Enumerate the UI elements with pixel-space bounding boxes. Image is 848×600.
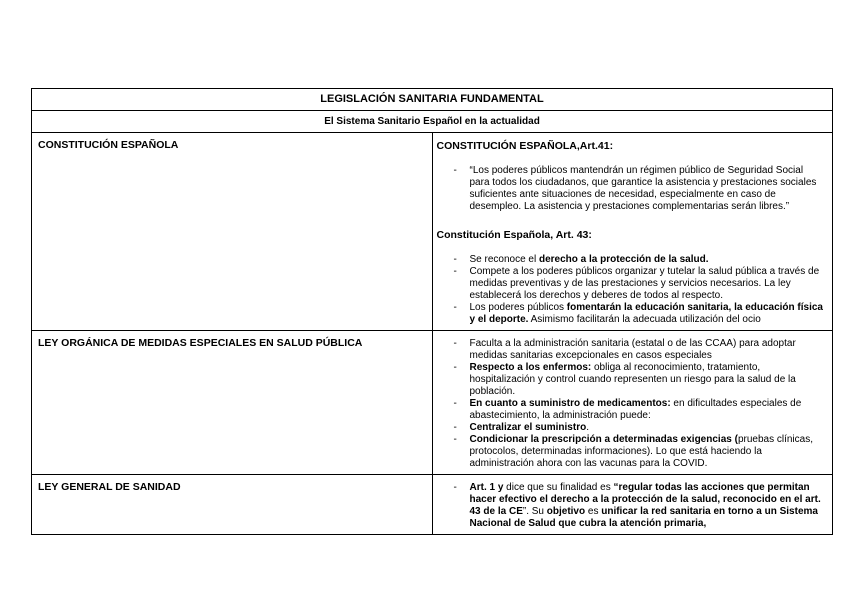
table-subtitle: El Sistema Sanitario Español en la actualidad	[32, 111, 833, 133]
list-item: - Los poderes públicos fomentarán la educación sanitaria, la educación física y el deporte. Asimismo facilitarán la adecuada utilización del ocio	[470, 302, 825, 326]
list-item: - Compete a los poderes públicos organizar y tutelar la salud pública a través de medidas preventivas y de las prestaciones y servicios necesarios. La ley establecerá los derechos y deberes de todos al respecto.	[470, 266, 825, 302]
row-content-ley-general	[432, 475, 833, 535]
list-item: - En cuanto a suministro de medicamentos: en dificultades especiales de abastecimiento, la administración puede:	[470, 398, 825, 422]
subtitle-row	[32, 111, 833, 133]
table-row	[32, 331, 833, 475]
table-row	[32, 133, 833, 331]
art43-heading: Constitución Española, Art. 43:	[436, 229, 592, 241]
list-item: - Faculta a la administración sanitaria (estatal o de las CCAA) para adoptar medidas sanitarias excepcionales en casos especiales	[470, 338, 825, 362]
row-label-constitucion: CONSTITUCIÓN ESPAÑOLA	[32, 133, 433, 331]
list-item: - Art. 1 y dice que su finalidad es “regular todas las acciones que permitan hacer efectivo el derecho a la protección de la salud, reconocido en el art. 43 de la CE”. Su objetivo es unificar la red sanitaria en torno a un Sistema Nacional de Salud que cubra la atención primaria,	[470, 482, 825, 530]
title-row	[32, 89, 833, 111]
list-item: - Centralizar el suministro.	[470, 422, 825, 434]
table-title: LEGISLACIÓN SANITARIA FUNDAMENTAL	[32, 89, 833, 111]
list-item: - “Los poderes públicos mantendrán un régimen público de Seguridad Social para todos los ciudadanos, que garantice la asistencia y prestaciones sociales suficientes ante situaciones de necesidad, especialmente en caso de desempleo. La asistencia y prestaciones complementarias serán libres.”	[470, 165, 825, 213]
art43-list	[437, 254, 825, 326]
ley-general-list	[437, 482, 825, 530]
table-row	[32, 475, 833, 535]
art41-heading: CONSTITUCIÓN ESPAÑOLA,Art.41:	[436, 140, 614, 152]
row-content-constitucion	[432, 133, 833, 331]
ley-organica-list	[437, 338, 825, 470]
legislation-table	[31, 88, 833, 535]
row-content-ley-organica	[432, 331, 833, 475]
row-label-ley-organica: LEY ORGÁNICA DE MEDIDAS ESPECIALES EN SALUD PÚBLICA	[32, 331, 433, 475]
list-item: - Condicionar la prescripción a determinadas exigencias (pruebas clínicas, protocolos, determinadas informaciones). Lo que está haciendo la administración ahora con las vacunas para la COVID.	[470, 434, 825, 470]
art41-list	[437, 165, 825, 213]
list-item: - Respecto a los enfermos: obliga al reconocimiento, tratamiento, hospitalización y control cuando representen un riesgo para la salud de la población.	[470, 362, 825, 398]
list-item: - Se reconoce el derecho a la protección de la salud.	[470, 254, 825, 266]
row-label-ley-general: LEY GENERAL DE SANIDAD	[32, 475, 433, 535]
